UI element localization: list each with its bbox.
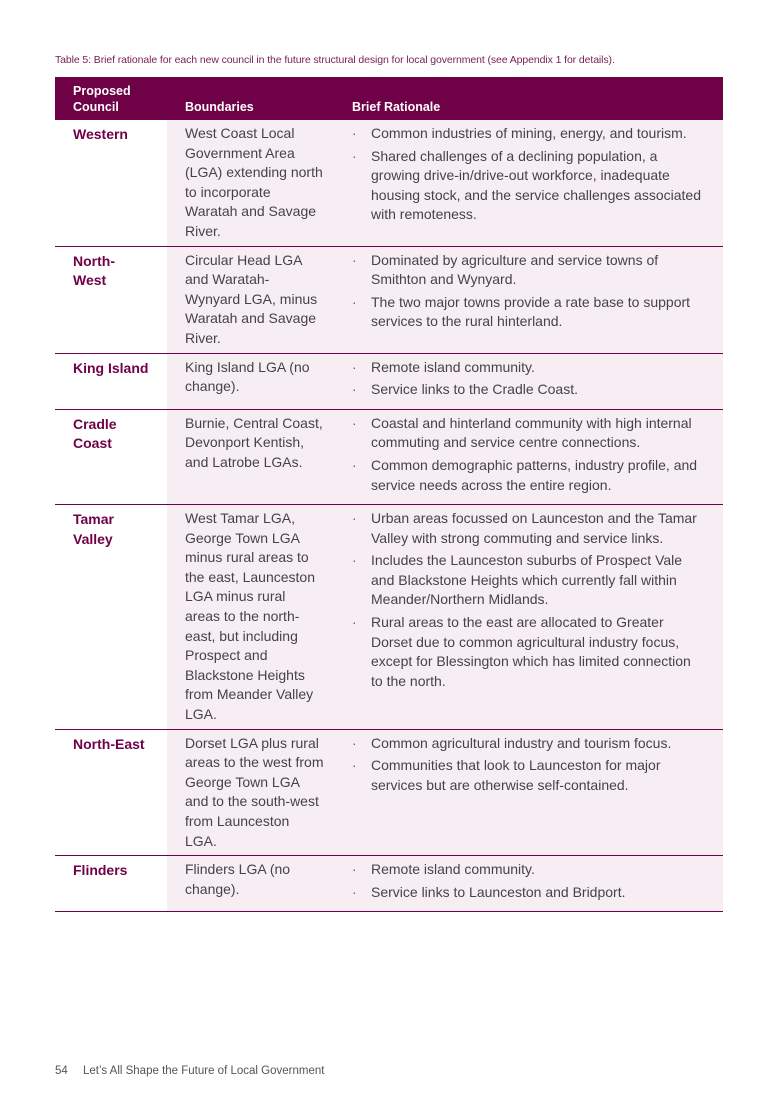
council-name: Western [55, 120, 167, 246]
rationale-item: · Common demographic patterns, industry profile, and service needs across the entire region. [352, 456, 705, 495]
rationale-item: · Remote island community. [352, 860, 705, 880]
council-boundaries: Burnie, Central Coast, Devonport Kentish, and Latrobe LGAs. [167, 409, 334, 504]
council-name: North-East [55, 729, 167, 856]
rationale-item: · Urban areas focussed on Launceston and the Tamar Valley with strong commuting and service links. [352, 509, 705, 548]
rationale-item: · Service links to the Cradle Coast. [352, 380, 705, 400]
council-boundaries: Dorset LGA plus rural areas to the west from George Town LGA and to the south-west from Launceston LGA. [167, 729, 334, 856]
council-boundaries: West Tamar LGA, George Town LGA minus rural areas to the east, Launceston LGA minus rural areas to the north-east, but including Prospect and Blackstone Heights from Meander Valley LGA. [167, 505, 334, 730]
rationale-item: · Common industries of mining, energy, and tourism. [352, 124, 705, 144]
council-rationale [334, 729, 723, 856]
rationale-item: · Remote island community. [352, 358, 705, 378]
rationale-item: · Shared challenges of a declining population, a growing drive-in/drive-out workforce, inadequate housing stock, and the service challenges associated with remoteness. [352, 147, 705, 225]
council-rationale [334, 246, 723, 353]
council-boundaries: West Coast Local Government Area (LGA) extending north to incorporate Waratah and Savage River. [167, 120, 334, 246]
council-name: North-West [55, 246, 167, 353]
rationale-item: · The two major towns provide a rate base to support services to the rural hinterland. [352, 293, 705, 332]
header-brief-rationale: Brief Rationale [334, 77, 723, 120]
rationale-item: · Communities that look to Launceston for major services but are otherwise self-contained. [352, 756, 705, 795]
council-name: King Island [55, 353, 167, 409]
table-caption: Table 5: Brief rationale for each new council in the future structural design for local government (see Appendix 1 for details). [55, 54, 615, 66]
rationale-item: · Rural areas to the east are allocated to Greater Dorset due to common agricultural industry focus, except for Blessington which has limited connection to the north. [352, 613, 705, 691]
rationale-item: · Coastal and hinterland community with high internal commuting and service centre connections. [352, 414, 705, 453]
header-boundaries: Boundaries [167, 77, 334, 120]
page-number: 54 [55, 1065, 68, 1077]
table-row [55, 120, 723, 246]
council-rationale [334, 505, 723, 730]
council-boundaries: Flinders LGA (no change). [167, 856, 334, 912]
header-proposed-council: Proposed Council [55, 77, 167, 120]
page-footer [55, 1065, 324, 1077]
council-rationale [334, 409, 723, 504]
table-row [55, 729, 723, 856]
table-row [55, 353, 723, 409]
council-boundaries: Circular Head LGA and Waratah-Wynyard LGA, minus Waratah and Savage River. [167, 246, 334, 353]
rationale-item: · Dominated by agriculture and service towns of Smithton and Wynyard. [352, 251, 705, 290]
council-name: Tamar Valley [55, 505, 167, 730]
council-rationale [334, 120, 723, 246]
table-row [55, 505, 723, 730]
council-rationale [334, 353, 723, 409]
rationale-item: · Common agricultural industry and tourism focus. [352, 734, 705, 754]
council-name: Cradle Coast [55, 409, 167, 504]
council-rationale [334, 856, 723, 912]
rationale-table [55, 77, 723, 912]
rationale-item: · Includes the Launceston suburbs of Prospect Vale and Blackstone Heights which currently fall within Meander/Northern Midlands. [352, 551, 705, 610]
table-row [55, 246, 723, 353]
table-row [55, 409, 723, 504]
council-name: Flinders [55, 856, 167, 912]
rationale-item: · Service links to Launceston and Bridport. [352, 883, 705, 903]
table-header-row [55, 77, 723, 120]
document-title: Let’s All Shape the Future of Local Government [83, 1065, 325, 1077]
council-boundaries: King Island LGA (no change). [167, 353, 334, 409]
table-row [55, 856, 723, 912]
